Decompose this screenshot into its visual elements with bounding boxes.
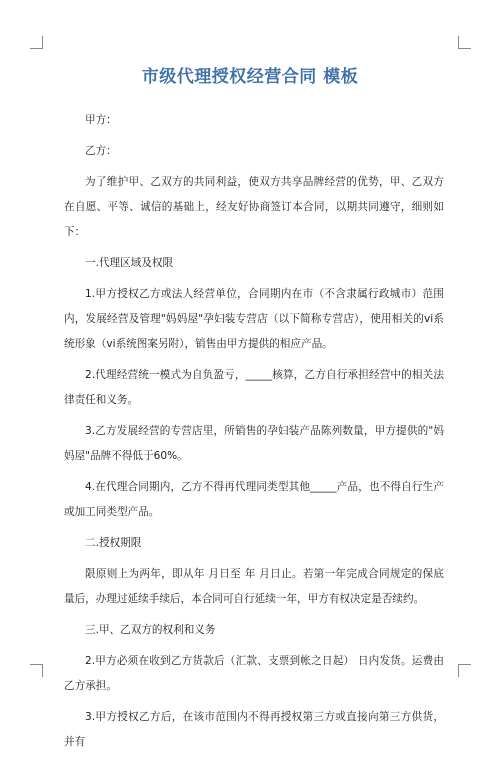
clause-1-2: 2.代理经营统一模式为自负盈亏，_____核算，乙方自行承担经营中的相关法律责任和义务。 xyxy=(64,369,444,406)
clause-3-2: 2.甲方必须在收到乙方货款后（汇款、支票到帐之日起） 日内发货。运费由乙方承担。 xyxy=(64,655,444,692)
clause-3-3: 3.甲方授权乙方后，在该市范围内不得再授权第三方或直接向第三方供货，并有 xyxy=(64,711,444,748)
clause-1-4: 4.在代理合同期内，乙方不得再代理同类型其他_____产品，也不得自行生产或加工同类型产品。 xyxy=(64,481,444,518)
document-body xyxy=(64,108,444,761)
clause-1-3: 3.乙方发展经营的专营店里，所销售的孕妇装产品陈列数量，甲方提供的"妈妈屋"品牌不得低于60%。 xyxy=(64,425,444,462)
corner-mark-bottom-right xyxy=(458,664,471,677)
corner-mark-top-left xyxy=(30,36,43,49)
corner-mark-top-right xyxy=(458,36,471,49)
preamble-paragraph: 为了维护甲、乙双方的共同利益，使双方共享品牌经营的优势，甲、乙双方在自愿、平等、诚信的基础上，经友好协商签订本合同，以期共同遵守，细则如下： xyxy=(64,176,444,238)
section-heading-1: 一.代理区域及权限 xyxy=(85,257,174,269)
corner-mark-bottom-left xyxy=(30,664,43,677)
document-title: 市级代理授权经营合同 模板 xyxy=(141,67,359,87)
clause-1-1: 1.甲方授权乙方或法人经营单位，合同期内在市（不含隶属行政城市）范围内，发展经营及管理"妈妈屋"孕妇装专营店（以下简称专营店），使用相关的vi系统形象（vi系统图案另附），销售由甲方提供的相应产品。 xyxy=(64,288,444,350)
section-heading-3: 三.甲、乙双方的权利和义务 xyxy=(85,624,216,636)
party-b-line: 乙方： xyxy=(85,145,117,157)
party-a-line: 甲方： xyxy=(85,114,117,126)
clause-2-1: 限原则上为两年，即从年 月日至 年 月日止。若第一年完成合同规定的保底量后，办理过延续手续后，本合同可自行延续一年，甲方有权决定是否续约。 xyxy=(64,568,444,605)
section-heading-2: 二.授权期限 xyxy=(85,537,142,549)
